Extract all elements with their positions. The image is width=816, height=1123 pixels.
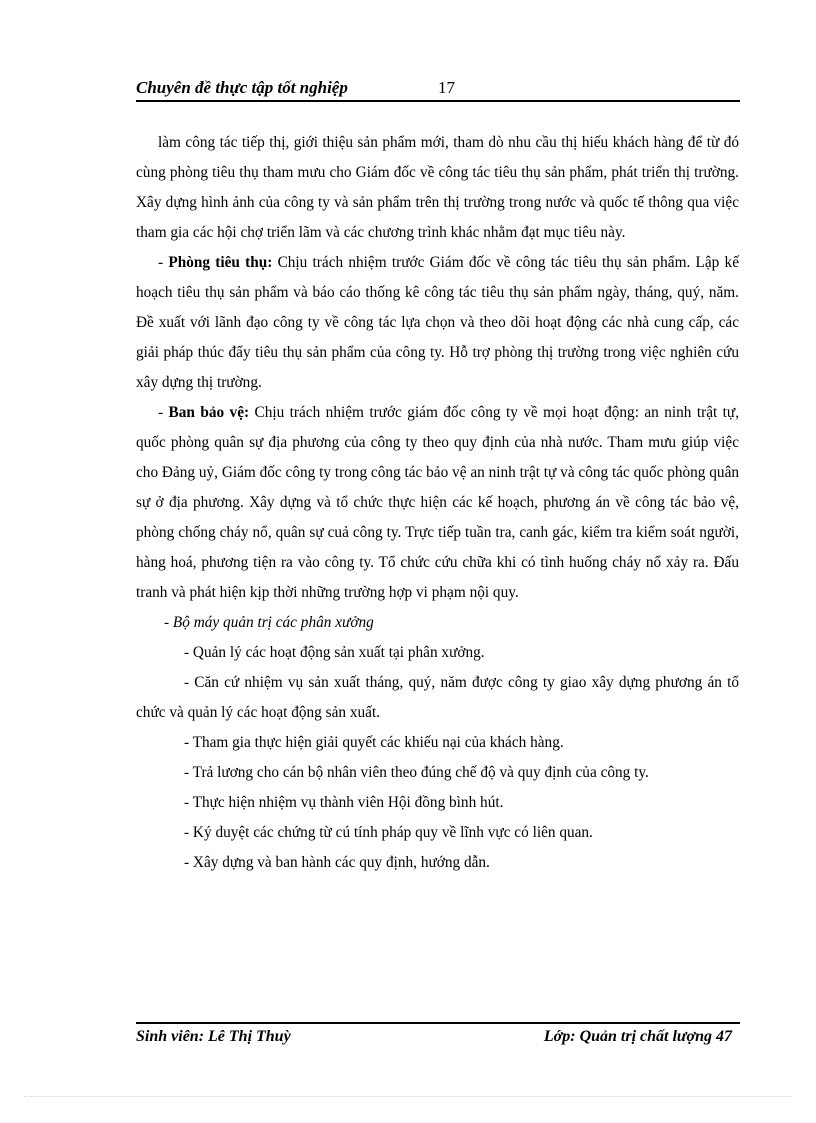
class-name: Lớp: Quản trị chất lượng 47: [543, 1028, 732, 1045]
list-item: - Căn cứ nhiệm vụ sản xuất tháng, quý, năm được công ty giao xây dựng phương án tổ chức và quản lý các hoạt động sản xuất.: [136, 674, 739, 721]
sales-dept-text: Chịu trách nhiệm trước Giám đốc về công tác tiêu thụ sản phẩm. Lập kế hoạch tiêu thụ sản phẩm và báo cáo thống kê công tác tiêu thụ sản phẩm ngày, tháng, quý, năm. Đề xuất với lãnh đạo công ty về công tác lựa chọn và theo dõi hoạt động các nhà cung cấp, các giải pháp thúc đẩy tiêu thụ sản phẩm của công ty. Hỗ trợ phòng thị trường trong việc nghiên cứu xây dựng thị trường.: [136, 254, 739, 391]
list-item: - Thực hiện nhiệm vụ thành viên Hội đồng bình hút.: [184, 794, 504, 811]
page-body: [136, 128, 739, 878]
security-dept-text: Chịu trách nhiệm trước giám đốc công ty về mọi hoạt động: an ninh trật tự, quốc phòng quân sự địa phương của công ty theo quy định của nhà nước. Tham mưu giúp việc cho Đảng uỷ, Giám đốc công ty trong công tác bảo vệ an ninh trật tự và công tác quốc phòng quân sự ở địa phương. Xây dựng và tổ chức thực hiện các kế hoạch, phương án về công tác bảo vệ, phòng chống cháy nổ, quân sự cuả công ty. Trực tiếp tuần tra, canh gác, kiểm tra kiểm soát người, hàng hoá, phương tiện ra vào công ty. Tổ chức cứu chữa khi có tình huống cháy nổ xảy ra. Đấu tranh và phát hiện kịp thời những trường hợp vi phạm nội quy.: [136, 404, 740, 601]
student-name: Sinh viên: Lê Thị Thuỳ: [136, 1028, 291, 1045]
sales-dept-label: Phòng tiêu thụ:: [168, 254, 273, 271]
list-item: - Tham gia thực hiện giải quyết các khiếu nại của khách hàng.: [184, 734, 564, 751]
page-bottom-divider: [24, 1096, 792, 1097]
list-item: - Trả lương cho cán bộ nhân viên theo đúng chế độ và quy định của công ty.: [184, 764, 649, 781]
list-item: - Xây dựng và ban hành các quy định, hướng dẫn.: [184, 854, 490, 871]
page-header: [136, 76, 740, 102]
list-item: - Ký duyệt các chứng từ cú tính pháp quy về lĩnh vực có liên quan.: [184, 824, 593, 841]
subheading-workshop-management: - Bộ máy quản trị các phân xưởng: [164, 614, 374, 631]
page-footer: [136, 1022, 740, 1045]
paragraph-marketing: làm công tác tiếp thị, giới thiệu sản phẩm mới, tham dò nhu cầu thị hiếu khách hàng để từ đó cùng phòng tiêu thụ tham mưu cho Giám đốc về công tác tiêu thụ sản phẩm, phát triển thị trường. Xây dựng hình ảnh của công ty và sản phẩm trên thị trường trong nước và quốc tế thông qua việc tham gia các hội chợ triển lãm và các chương trình khác nhằm đạt mục tiêu này.: [136, 134, 739, 241]
list-item: - Quản lý các hoạt động sản xuất tại phân xưởng.: [184, 644, 485, 661]
paragraph-security-dept: - Ban bảo vệ: Chịu trách nhiệm trước giám đốc công ty về mọi hoạt động: an ninh trật tự, quốc phòng quân sự địa phương của công ty theo quy định của nhà nước. Tham mưu giúp việc cho Đảng uỷ, Giám đốc công ty trong công tác bảo vệ an ninh trật tự và công tác quốc phòng quân sự ở địa phương. Xây dựng và tổ chức thực hiện các kế hoạch, phương án về công tác bảo vệ, phòng chống cháy nổ, quân sự cuả công ty. Trực tiếp tuần tra, canh gác, kiểm tra kiểm soát người, hàng hoá, phương tiện ra vào công ty. Tổ chức cứu chữa khi có tình huống cháy nổ xảy ra. Đấu tranh và phát hiện kịp thời những trường hợp vi phạm nội quy.: [136, 404, 740, 601]
document-title: Chuyên đề thực tập tốt nghiệp: [136, 78, 348, 97]
page-number: 17: [438, 78, 455, 97]
paragraph-sales-dept: - Phòng tiêu thụ: Chịu trách nhiệm trước Giám đốc về công tác tiêu thụ sản phẩm. Lập kế hoạch tiêu thụ sản phẩm và báo cáo thống kê công tác tiêu thụ sản phẩm ngày, tháng, quý, năm. Đề xuất với lãnh đạo công ty về công tác lựa chọn và theo dõi hoạt động các nhà cung cấp, các giải pháp thúc đẩy tiêu thụ sản phẩm của công ty. Hỗ trợ phòng thị trường trong việc nghiên cứu xây dựng thị trường.: [136, 254, 739, 391]
security-dept-label: Ban bảo vệ:: [168, 404, 250, 421]
